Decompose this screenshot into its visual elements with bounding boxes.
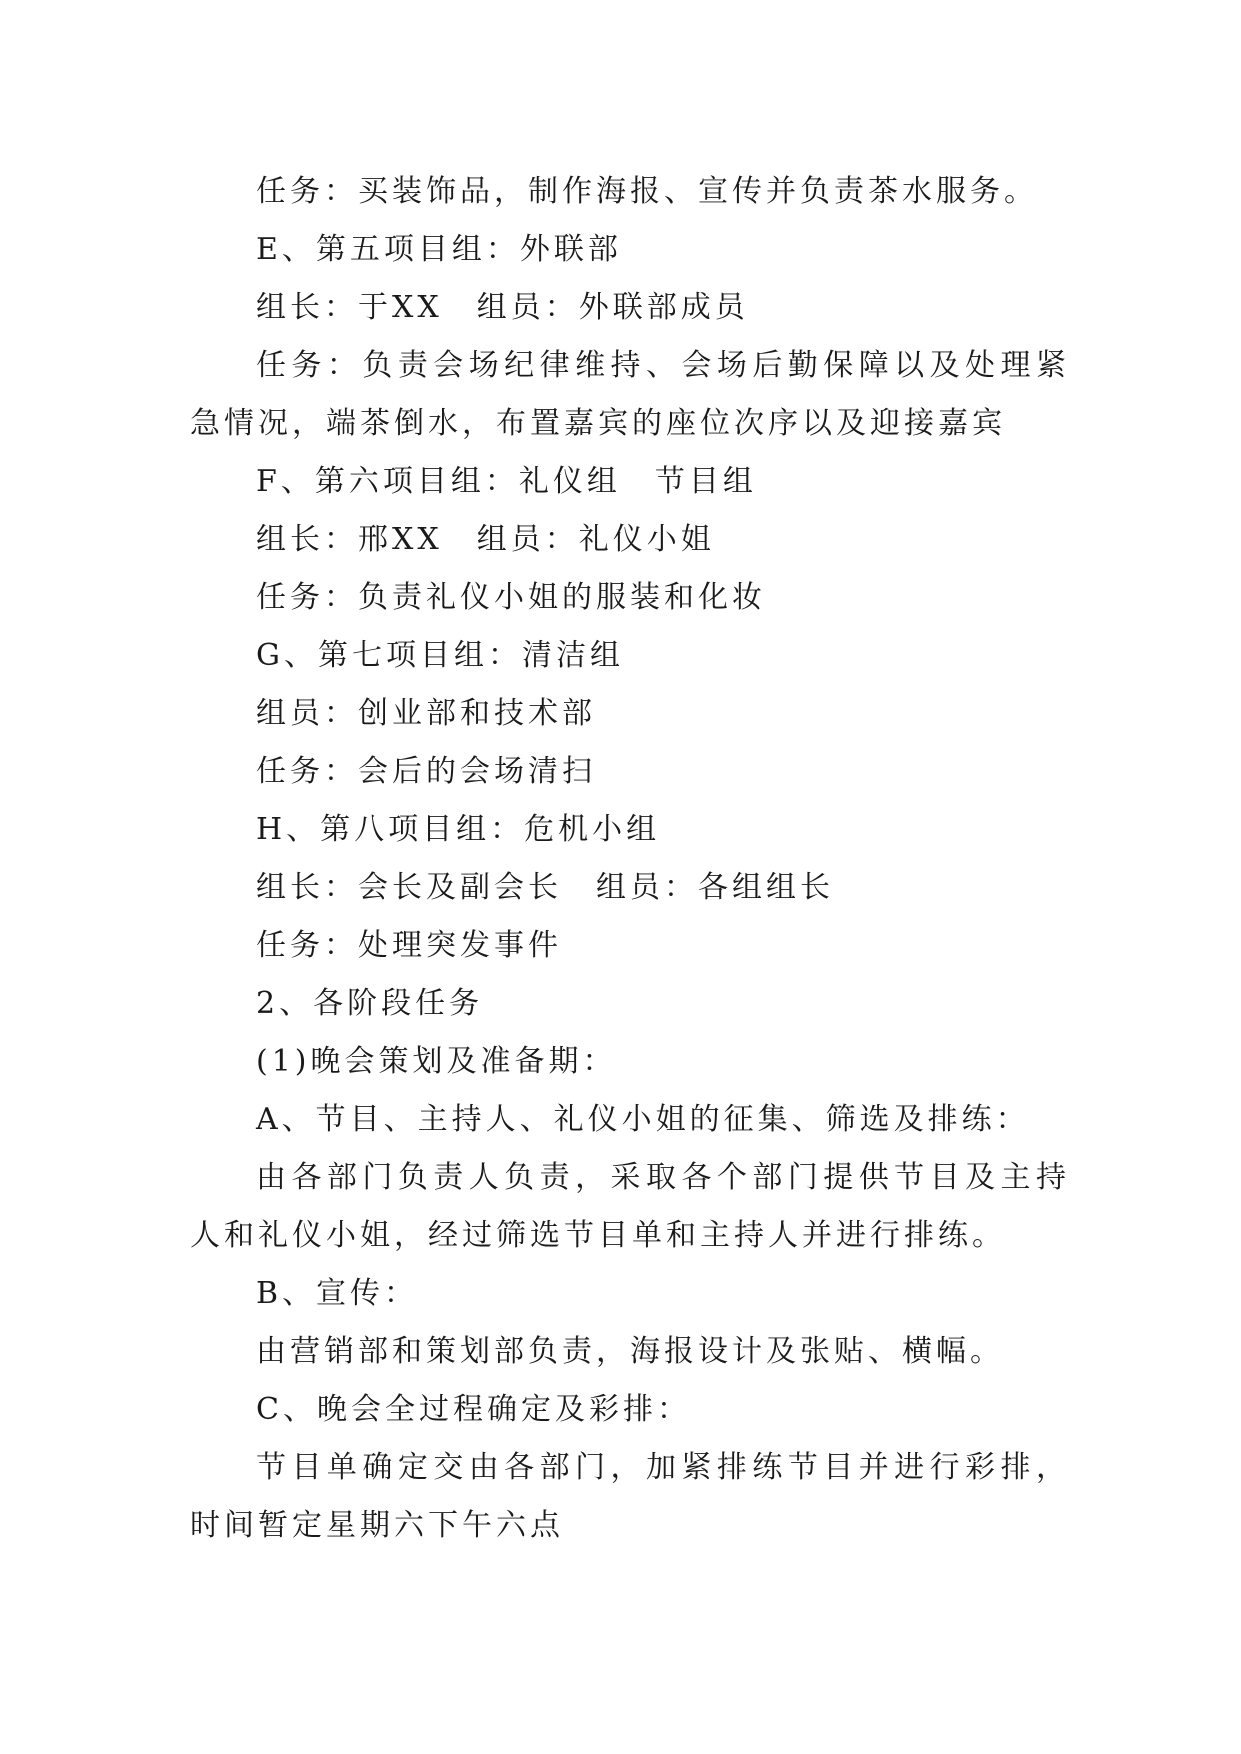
paragraph-group-e-title: E、第五项目组：外联部 — [256, 232, 622, 267]
paragraph-group-e-members: 组长：于XX 组员：外联部成员 — [256, 290, 749, 325]
paragraph-group-f-title: F、第六项目组：礼仪组 节目组 — [256, 464, 757, 499]
paragraph-rehearsal-detail: 节目单确定交由各部门，加紧排练节目并进行彩排，时间暂定星期六下午六点 — [190, 1450, 1070, 1543]
paragraph-decoration-task: 任务：买装饰品，制作海报、宣传并负责茶水服务。 — [256, 174, 1038, 209]
paragraph-group-f-members: 组长：邢XX 组员：礼仪小姐 — [256, 522, 715, 557]
paragraph-group-g-title: G、第七项目组：清洁组 — [256, 638, 624, 673]
subsection-heading-planning-period: (1)晚会策划及准备期： — [256, 1044, 617, 1079]
paragraph-group-h-title: H、第八项目组：危机小组 — [256, 812, 661, 847]
paragraph-program-selection-detail: 由各部门负责人负责，采取各个部门提供节目及主持人和礼仪小姐，经过筛选节目单和主持人并进行排练。 — [190, 1160, 1070, 1253]
paragraph-group-g-members: 组员：创业部和技术部 — [256, 696, 596, 731]
document-body — [190, 163, 1070, 1555]
paragraph-group-h-members: 组长：会长及副会长 组员：各组组长 — [256, 870, 834, 905]
item-heading-rehearsal: C、晚会全过程确定及彩排： — [256, 1392, 691, 1427]
paragraph-group-e-task: 任务：负责会场纪律维持、会场后勤保障以及处理紧急情况，端茶倒水，布置嘉宾的座位次序以及迎接嘉宾 — [190, 348, 1070, 441]
paragraph-group-g-task: 任务：会后的会场清扫 — [256, 754, 596, 789]
paragraph-group-f-task: 任务：负责礼仪小姐的服装和化妆 — [256, 580, 766, 615]
item-heading-program-selection: A、节目、主持人、礼仪小姐的征集、筛选及排练： — [256, 1102, 1030, 1137]
item-heading-publicity: B、宣传： — [256, 1276, 419, 1311]
paragraph-publicity-detail: 由营销部和策划部负责，海报设计及张贴、横幅。 — [256, 1334, 1004, 1369]
section-heading-stage-tasks: 2、各阶段任务 — [256, 986, 484, 1021]
paragraph-group-h-task: 任务：处理突发事件 — [256, 928, 562, 963]
